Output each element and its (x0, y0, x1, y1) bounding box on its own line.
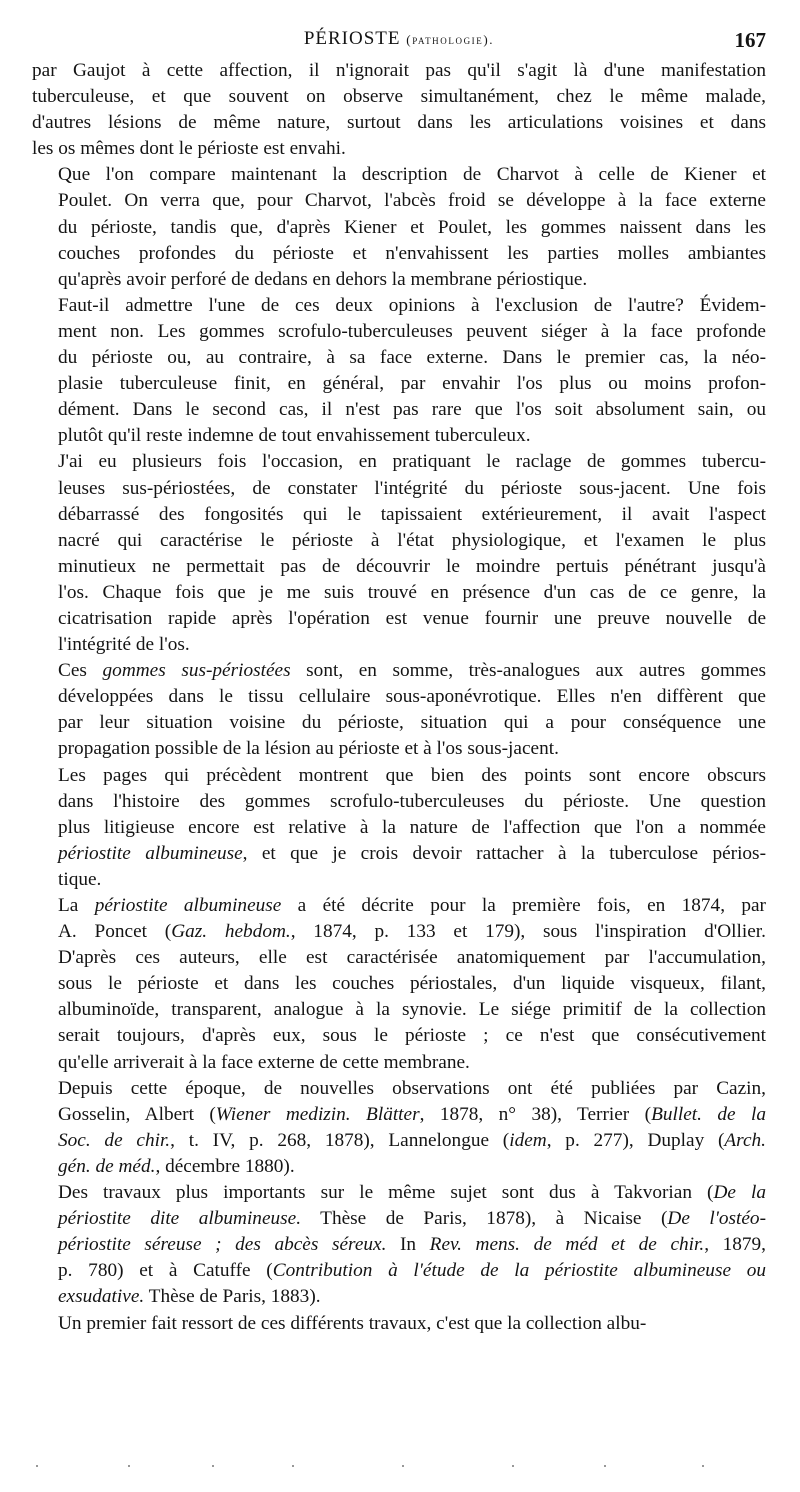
italic-citation: Bullet. de la (651, 1103, 766, 1125)
text-line: minutieux ne permettait pas de découvrir le moindre pertuis pénétrant jusqu'à (58, 555, 766, 577)
paragraph (32, 162, 766, 292)
text-line: La périostite albumineuse a été décrite pour la première fois, en 1874, par (58, 895, 766, 916)
scan-speck (512, 1465, 514, 1467)
paragraph (32, 293, 766, 450)
italic-citation: périostite dite albumineuse. (58, 1208, 302, 1230)
text-line: l'os. Chaque fois que je me suis trouvé en présence d'un cas de ce genre, la (58, 581, 766, 603)
text-line: périostite séreuse ; des abcès séreux. In Rev. mens. de méd et de chir., 1879, (58, 1234, 766, 1256)
italic-citation: périostite albumineuse (94, 895, 282, 916)
running-head (32, 28, 766, 58)
paragraph (32, 449, 766, 658)
italic-citation: Arch. (724, 1129, 766, 1151)
text-line: d'autres lésions de même nature, surtout dans les articulations voisines et dans (32, 112, 766, 134)
text-line: p. 780) et à Catuffe (Contribution à l'étude de la périostite albumineuse ou (58, 1260, 766, 1282)
text-line: D'après ces auteurs, elle est caractérisée anatomiquement par l'accumulation, (58, 947, 766, 969)
text-line: Un premier fait ressort de ces différents travaux, c'est que la collection albu- (58, 1312, 647, 1334)
section-label: (pathologie). (406, 32, 495, 47)
italic-citation: gommes sus-périostées (102, 660, 291, 682)
text-line: nacré qui caractérise le périoste à l'état physiologique, et l'examen le plus (58, 529, 766, 551)
scan-specks (30, 1465, 770, 1469)
text-line: ment non. Les gommes scrofulo-tuberculeuses peuvent siéger à la face profonde (58, 320, 766, 342)
paragraph (32, 1076, 766, 1180)
text-line: du périoste, tandis que, d'après Kiener et Poulet, les gommes naissent dans les (58, 216, 766, 238)
text-line: Des travaux plus importants sur le même sujet sont dus à Takvorian (De la (58, 1182, 766, 1204)
italic-citation: exsudative. (58, 1286, 145, 1308)
text-line: Soc. de chir., t. IV, p. 268, 1878), Lannelongue (idem, p. 277), Duplay (Arch. (58, 1129, 766, 1151)
text-line: périostite dite albumineuse. Thèse de Paris, 1878), à Nicaise (De l'ostéo- (58, 1208, 766, 1230)
text-line: dément. Dans le second cas, il n'est pas rare que l'os soit absolument sain, ou (58, 399, 766, 421)
text-line: par Gaujot à cette affection, il n'ignorait pas qu'il s'agit là d'une manifestation (32, 60, 766, 81)
italic-citation: idem (509, 1129, 547, 1151)
text-line: dans l'histoire des gommes scrofulo-tuberculeuses du périoste. Une question (58, 790, 766, 812)
text-line: serait toujours, d'après eux, sous le périoste ; ce n'est que consécutivement (58, 1025, 766, 1047)
italic-citation: Soc. de chir. (58, 1129, 171, 1151)
italic-citation: De l'ostéo- (667, 1208, 766, 1230)
text-line: albuminoïde, transparent, analogue à la synovie. Le siége primitif de la collection (58, 999, 766, 1021)
text-line: gén. de méd., décembre 1880). (58, 1155, 295, 1177)
text-line: tique. (58, 868, 102, 890)
italic-citation: Wiener medizin. Blätter (215, 1103, 420, 1125)
text-line: sous le périoste et dans les couches périostales, d'un liquide visqueux, filant, (58, 973, 766, 995)
text-line: Faut-il admettre l'une de ces deux opinions à l'exclusion de l'autre? Évidem- (58, 294, 766, 316)
text-line: cicatrisation rapide après l'opération est venue fournir une preuve nouvelle de (58, 607, 766, 629)
scan-speck (402, 1465, 404, 1467)
text-line: J'ai eu plusieurs fois l'occasion, en pratiquant le raclage de gommes tubercu- (58, 451, 766, 473)
paragraph (32, 658, 766, 762)
text-line: Les pages qui précèdent montrent que bien des points sont encore obscurs (58, 764, 766, 786)
scan-speck (36, 1465, 38, 1467)
italic-citation: périostite albumineuse (58, 842, 243, 864)
text-line: couches profondes du périoste et n'envahissent les parties molles ambiantes (58, 242, 766, 264)
text-line: par leur situation voisine du périoste, situation qui a pour conséquence une (58, 712, 766, 734)
italic-citation: gén. de méd. (58, 1155, 156, 1177)
italic-citation: Contribution à l'étude de la périostite albumineuse ou (272, 1260, 766, 1282)
italic-citation: Rev. mens. de méd et de chir. (429, 1234, 705, 1256)
text-line: tuberculeuse, et que souvent on observe simultanément, chez le même malade, (32, 86, 766, 108)
italic-citation: De la (713, 1182, 766, 1204)
text-line: leuses sus-périostées, de constater l'intégrité du périoste sous-jacent. Une fois (58, 477, 766, 499)
chapter-title: PÉRIOSTE (303, 28, 401, 49)
text-line: développées dans le tissu cellulaire sous-aponévrotique. Elles n'en diffèrent que (58, 686, 766, 708)
scan-speck (128, 1465, 130, 1467)
text-line: du périoste ou, au contraire, à sa face externe. Dans le premier cas, la néo- (58, 347, 766, 369)
text-line: plus litigieuse encore est relative à la nature de l'affection que l'on a nommée (58, 816, 766, 838)
text-line: les os mêmes dont le périoste est envahi. (32, 138, 346, 160)
paragraph (32, 763, 766, 893)
running-title (32, 28, 766, 50)
text-line: qu'elle arriverait à la face externe de cette membrane. (58, 1051, 470, 1073)
book-page (32, 28, 766, 1337)
page-number: 167 (734, 28, 766, 52)
text-line: exsudative. Thèse de Paris, 1883). (58, 1286, 321, 1308)
text-line: Que l'on compare maintenant la description de Charvot à celle de Kiener et (58, 164, 766, 186)
text-line: l'intégrité de l'os. (58, 634, 190, 656)
text-line: périostite albumineuse, et que je crois devoir rattacher à la tuberculose périos- (58, 842, 766, 864)
italic-citation: Gaz. hebdom. (171, 921, 291, 943)
text-line: A. Poncet (Gaz. hebdom., 1874, p. 133 et 179), sous l'inspiration d'Ollier. (58, 921, 766, 943)
body-text (32, 58, 766, 1337)
paragraph (32, 1180, 766, 1310)
text-line: Depuis cette époque, de nouvelles observations ont été publiées par Cazin, (58, 1077, 766, 1099)
text-line: débarrassé des fongosités qui le tapissaient extérieurement, il avait l'aspect (58, 503, 766, 525)
text-line: plasie tuberculeuse finit, en général, par envahir l'os plus ou moins profon- (58, 373, 766, 395)
text-line: plutôt qu'il reste indemne de tout envahissement tuberculeux. (58, 425, 531, 447)
paragraph (32, 58, 766, 162)
scan-speck (292, 1465, 294, 1467)
italic-citation: périostite séreuse ; des abcès séreux. (58, 1234, 387, 1256)
text-line: Gosselin, Albert (Wiener medizin. Blätter, 1878, n° 38), Terrier (Bullet. de la (58, 1103, 766, 1125)
scan-speck (212, 1465, 214, 1467)
text-line: propagation possible de la lésion au périoste et à l'os sous-jacent. (58, 738, 559, 760)
paragraph (32, 1311, 766, 1337)
text-line: qu'après avoir perforé de dedans en dehors la membrane périostique. (58, 268, 588, 290)
scan-speck (604, 1465, 606, 1467)
text-line: Ces gommes sus-périostées sont, en somme, très-analogues aux autres gommes (58, 660, 767, 682)
text-line: Poulet. On verra que, pour Charvot, l'abcès froid se développe à la face externe (58, 190, 766, 212)
paragraph (32, 893, 766, 1076)
scan-speck (702, 1465, 704, 1467)
